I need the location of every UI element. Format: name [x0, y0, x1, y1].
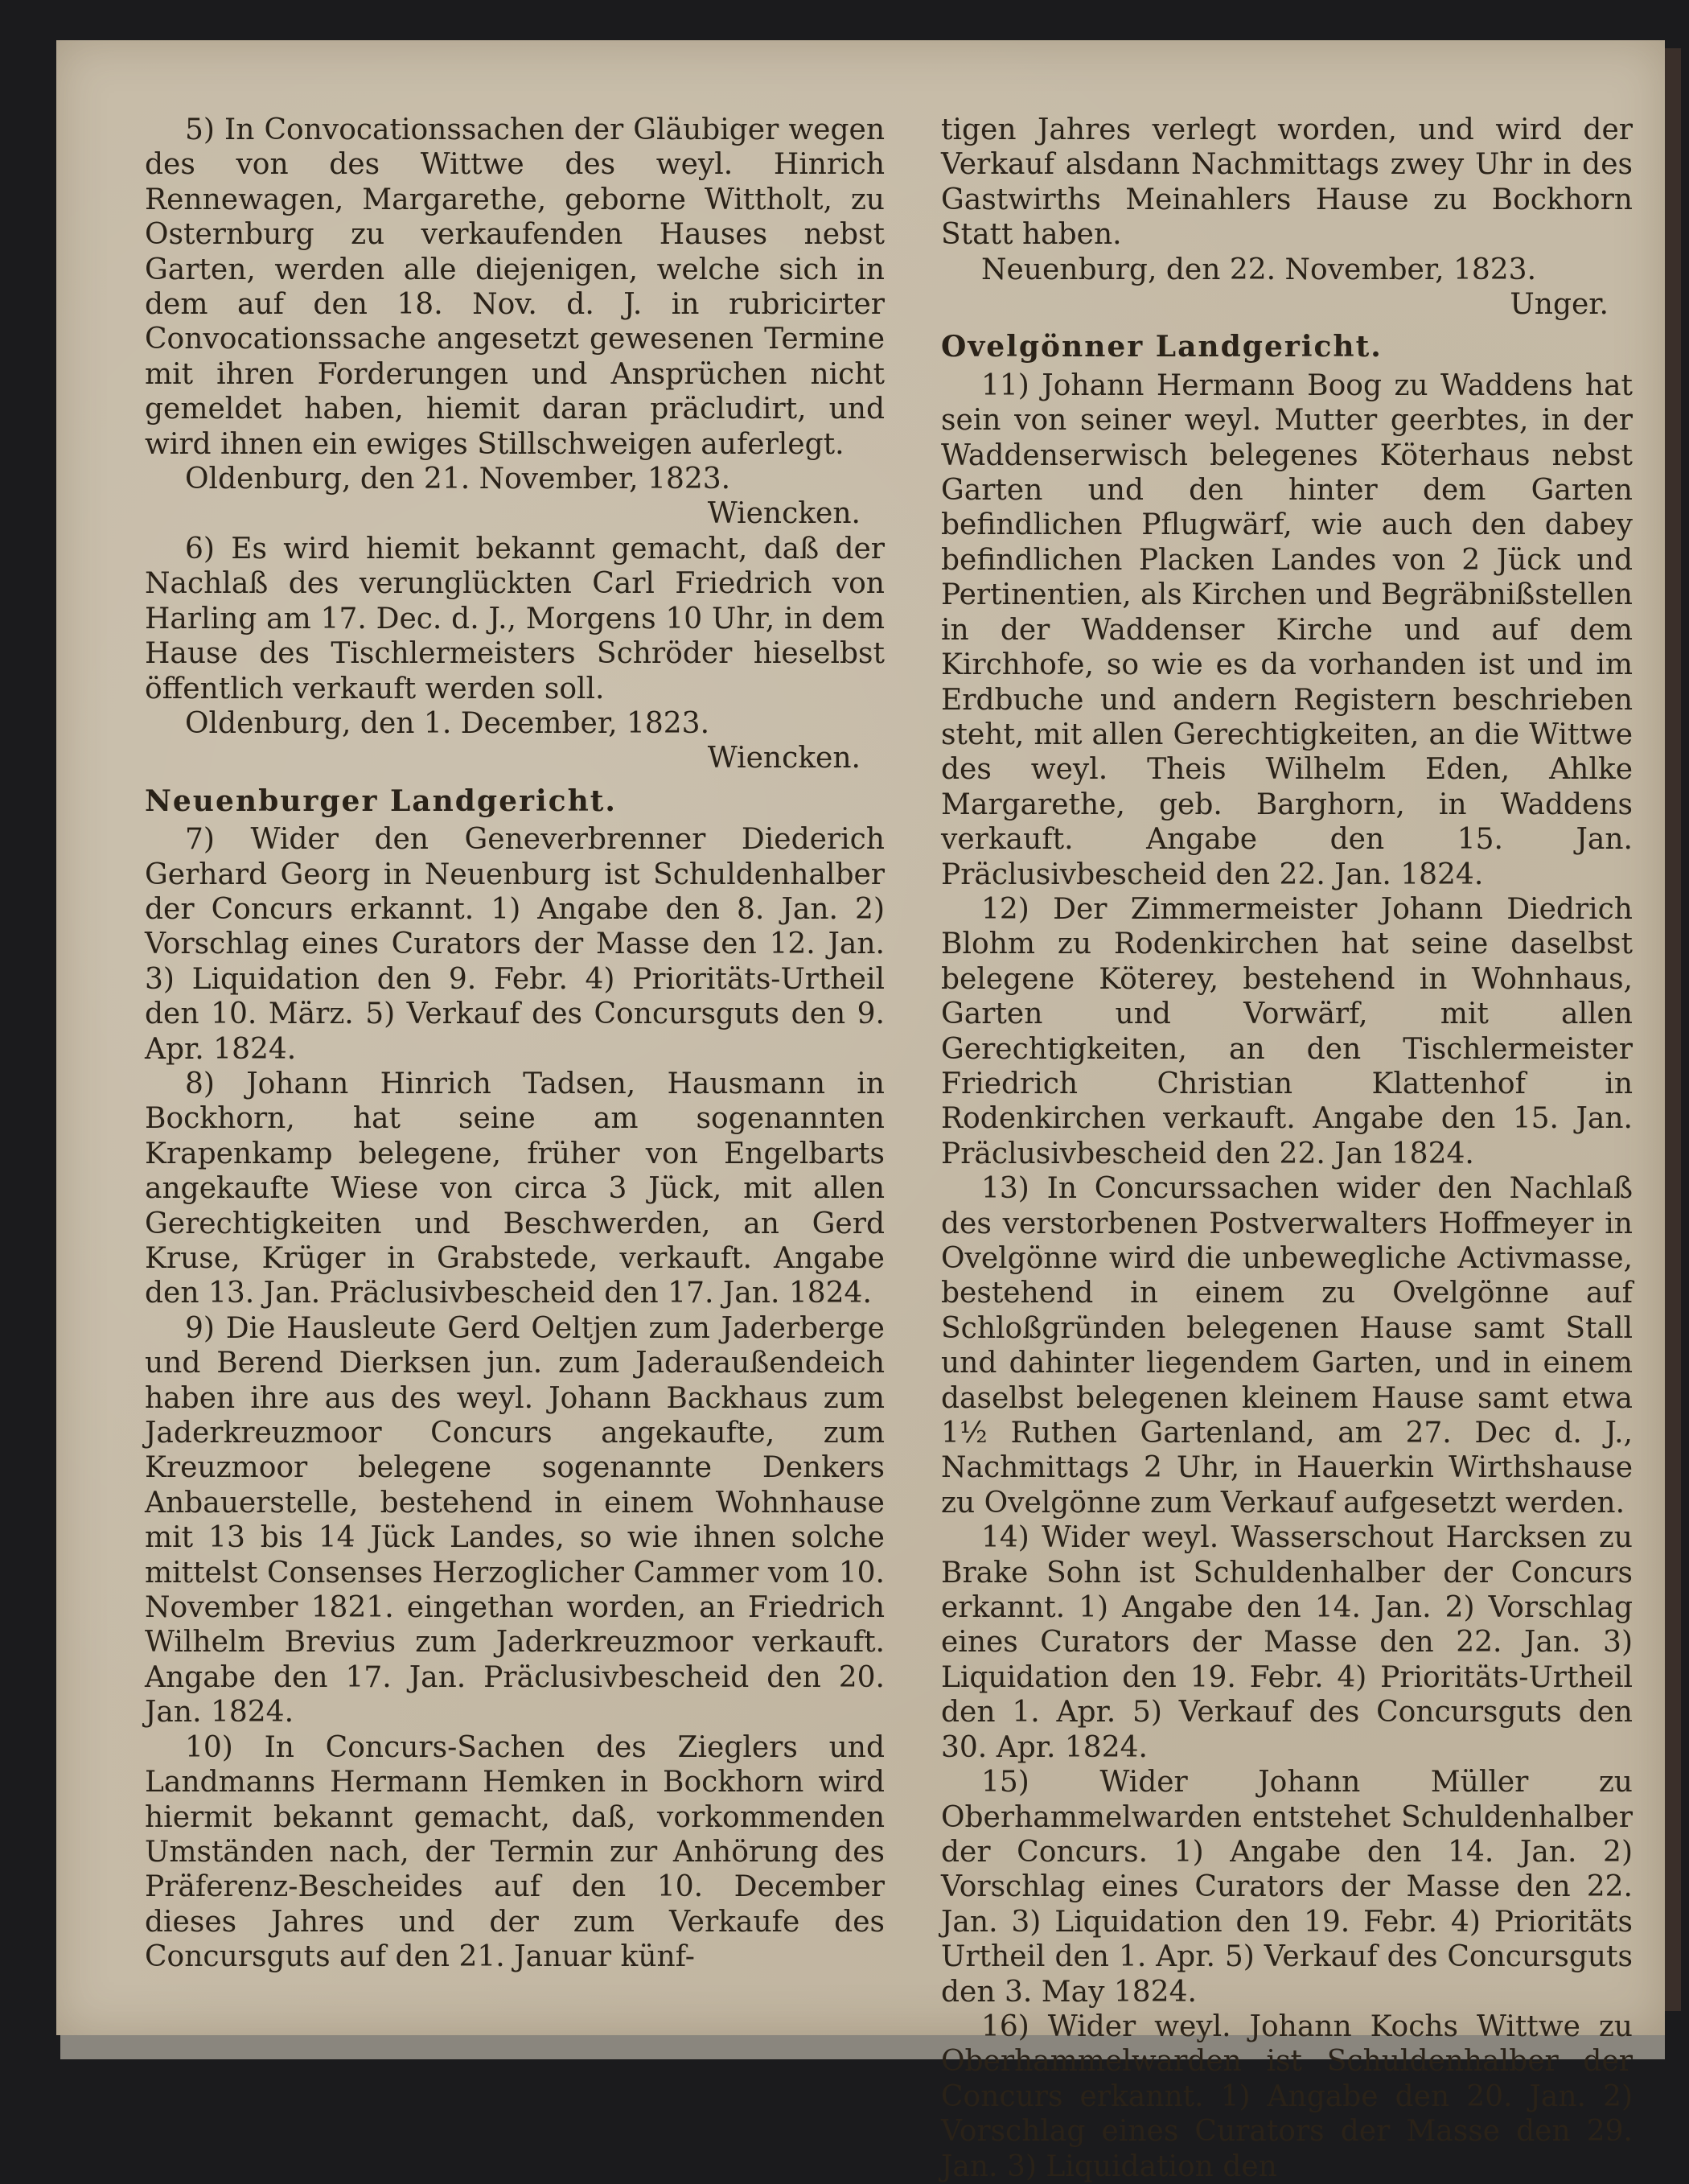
notice-5: 5) In Convocationssachen der Gläubiger wegen des von des Wittwe des weyl. Hinrich Rennewagen, Margarethe, geborne Wittholt, zu Osternburg zu verkaufenden Hauses nebst Garten, werden alle diejenigen, welche sich in dem auf den 18. Nov. d. J. in rubricirter Convocationssache angesetzt gewesenen Termine mit ihren Forderungen und Ansprüchen nicht gemeldet haben, hiemit daran präcludirt, und wird ihnen ein ewiges Stillschweigen auferlegt.	[145, 113, 885, 461]
right-column	[941, 113, 1633, 2184]
notice-11: 11) Johann Hermann Boog zu Waddens hat sein von seiner weyl. Mutter geerbtes, in der Waddenserwisch belegenes Köterhaus nebst Garten und den hinter dem Garten befindlichen Pflugwärf, wie auch den dabey befindlichen Placken Landes von 2 Jück und Pertinentien, als Kirchen und Begräbnißstellen in der Waddenser Kirche und auf dem Kirchhofe, so wie es da vorhanden ist und im Erdbuche und andern Registern beschrieben steht, mit allen Gerechtigkeiten, an die Wittwe des weyl. Theis Wilhelm Eden, Ahlke Margarethe, geb. Barghorn, in Waddens verkauft. Angabe den 15. Jan. Präclusivbescheid den 22. Jan. 1824.	[941, 368, 1633, 891]
notice-16: 16) Wider weyl. Johann Kochs Wittwe zu Oberhammelwarden ist Schuldenhalber der Concurs erkannt. 1) Angabe den 20. Jan. 2) Vorschlag eines Curators der Masse den 29. Jan. 3) Liquidation den	[941, 2009, 1633, 2183]
notice-5-signature: Wiencken.	[707, 497, 861, 531]
notice-5-place-date: Oldenburg, den 21. November, 1823.	[185, 463, 731, 496]
notice-7: 7) Wider den Geneverbrenner Diederich Gerhard Georg in Neuenburg ist Schuldenhalber der Concurs erkannt. 1) Angabe den 8. Jan. 2) Vorschlag eines Curators der Masse den 12. Jan. 3) Liquidation den 9. Febr. 4) Prioritäts-Urtheil den 10. März. 5) Verkauf des Concursguts den 9. Apr. 1824.	[145, 823, 885, 1066]
notice-10: 10) In Concurs-Sachen des Zieglers und Landmanns Hermann Hemken in Bockhorn wird hiermit bekannt gemacht, daß, vorkommenden Umständen nach, der Termin zur Anhörung des Präferenz-Bescheides auf den 10. December dieses Jahres und der zum Verkaufe des Concursguts auf den 21. Januar künf-	[145, 1730, 885, 1974]
notice-15: 15) Wider Johann Müller zu Oberhammelwarden entstehet Schuldenhalber der Concurs. 1) Angabe den 14. Jan. 2) Vorschlag eines Curators der Masse den 22. Jan. 3) Liquidation den 19. Febr. 4) Prioritäts Urtheil den 1. Apr. 5) Verkauf des Concursguts den 3. May 1824.	[941, 1766, 1633, 2009]
notice-6-place-date: Oldenburg, den 1. December, 1823.	[185, 706, 710, 740]
notice-9: 9) Die Hausleute Gerd Oeltjen zum Jaderberge und Berend Dierksen jun. zum Jaderaußendeich haben ihre aus des weyl. Johann Backhaus zum Jaderkreuzmoor Concurs angekaufte, zum Kreuzmoor belegene sogenannte Denkers Anbauerstelle, bestehend in einem Wohnhause mit 13 bis 14 Jück Landes, so wie ihnen solche mittelst Consenses Herzoglicher Cammer vom 10. November 1821. eingethan worden, an Friedrich Wilhelm Brevius zum Jaderkreuzmoor verkauft. Angabe den 17. Jan. Präclusivbescheid den 20. Jan. 1824.	[145, 1311, 885, 1730]
notice-12: 12) Der Zimmermeister Johann Diedrich Blohm zu Rodenkirchen hat seine daselbst belegene Köterey, bestehend in Wohnhaus, Garten und Vorwärf, mit allen Gerechtigkeiten, an den Tischlermeister Friedrich Christian Klattenhof in Rodenkirchen verkauft. Angabe den 15. Jan. Präclusivbescheid den 22. Jan 1824.	[941, 892, 1633, 1170]
notice-10-place-date: Neuenburg, den 22. November, 1823.	[981, 253, 1537, 286]
page-edge	[1665, 48, 1681, 2011]
section-heading-neuenburg: Neuenburger Landgericht.	[145, 784, 617, 818]
notice-10-signature: Unger.	[1510, 288, 1609, 322]
notice-8: 8) Johann Hinrich Tadsen, Hausmann in Bockhorn, hat seine am sogenannten Krapenkamp belegene, früher von Engelbarts angekaufte Wiese von circa 3 Jück, mit allen Gerechtigkeiten und Beschwerden, an Gerd Kruse, Krüger in Grabstede, verkauft. Angabe den 13. Jan. Präclusivbescheid den 17. Jan. 1824.	[145, 1067, 885, 1310]
section-heading-ovelgoenne: Ovelgönner Landgericht.	[941, 330, 1383, 364]
notice-10-continuation: tigen Jahres verlegt worden, und wird der Verkauf alsdann Nachmittags zwey Uhr in des Gastwirths Meinahlers Hause zu Bockhorn Statt haben.	[941, 113, 1633, 252]
notice-13: 13) In Concurssachen wider den Nachlaß des verstorbenen Postverwalters Hoffmeyer in Ovelgönne wird die unbewegliche Activmasse, bestehend in einem zu Ovelgönne auf Schloßgründen belegenen Hause samt Stall und dahinter liegendem Garten, und in einem daselbst belegenen kleinem Hause samt etwa 1½ Ruthen Gartenland, am 27. Dec d. J., Nachmittags 2 Uhr, in Hauerkin Wirthshause zu Ovelgönne zum Verkauf aufgesetzt werden.	[941, 1172, 1633, 1520]
left-column	[145, 113, 885, 1975]
notice-14: 14) Wider weyl. Wasserschout Harcksen zu Brake Sohn ist Schuldenhalber der Concurs erkannt. 1) Angabe den 14. Jan. 2) Vorschlag eines Curators der Masse den 22. Jan. 3) Liquidation den 19. Febr. 4) Prioritäts-Urtheil den 1. Apr. 5) Verkauf des Concursguts den 30. Apr. 1824.	[941, 1521, 1633, 1764]
notice-6-signature: Wiencken.	[707, 742, 861, 775]
notice-6: 6) Es wird hiemit bekannt gemacht, daß der Nachlaß des verunglückten Carl Friedrich von Harling am 17. Dec. d. J., Morgens 10 Uhr, in dem Hause des Tischlermeisters Schröder hieselbst öffentlich verkauft werden soll.	[145, 532, 885, 705]
